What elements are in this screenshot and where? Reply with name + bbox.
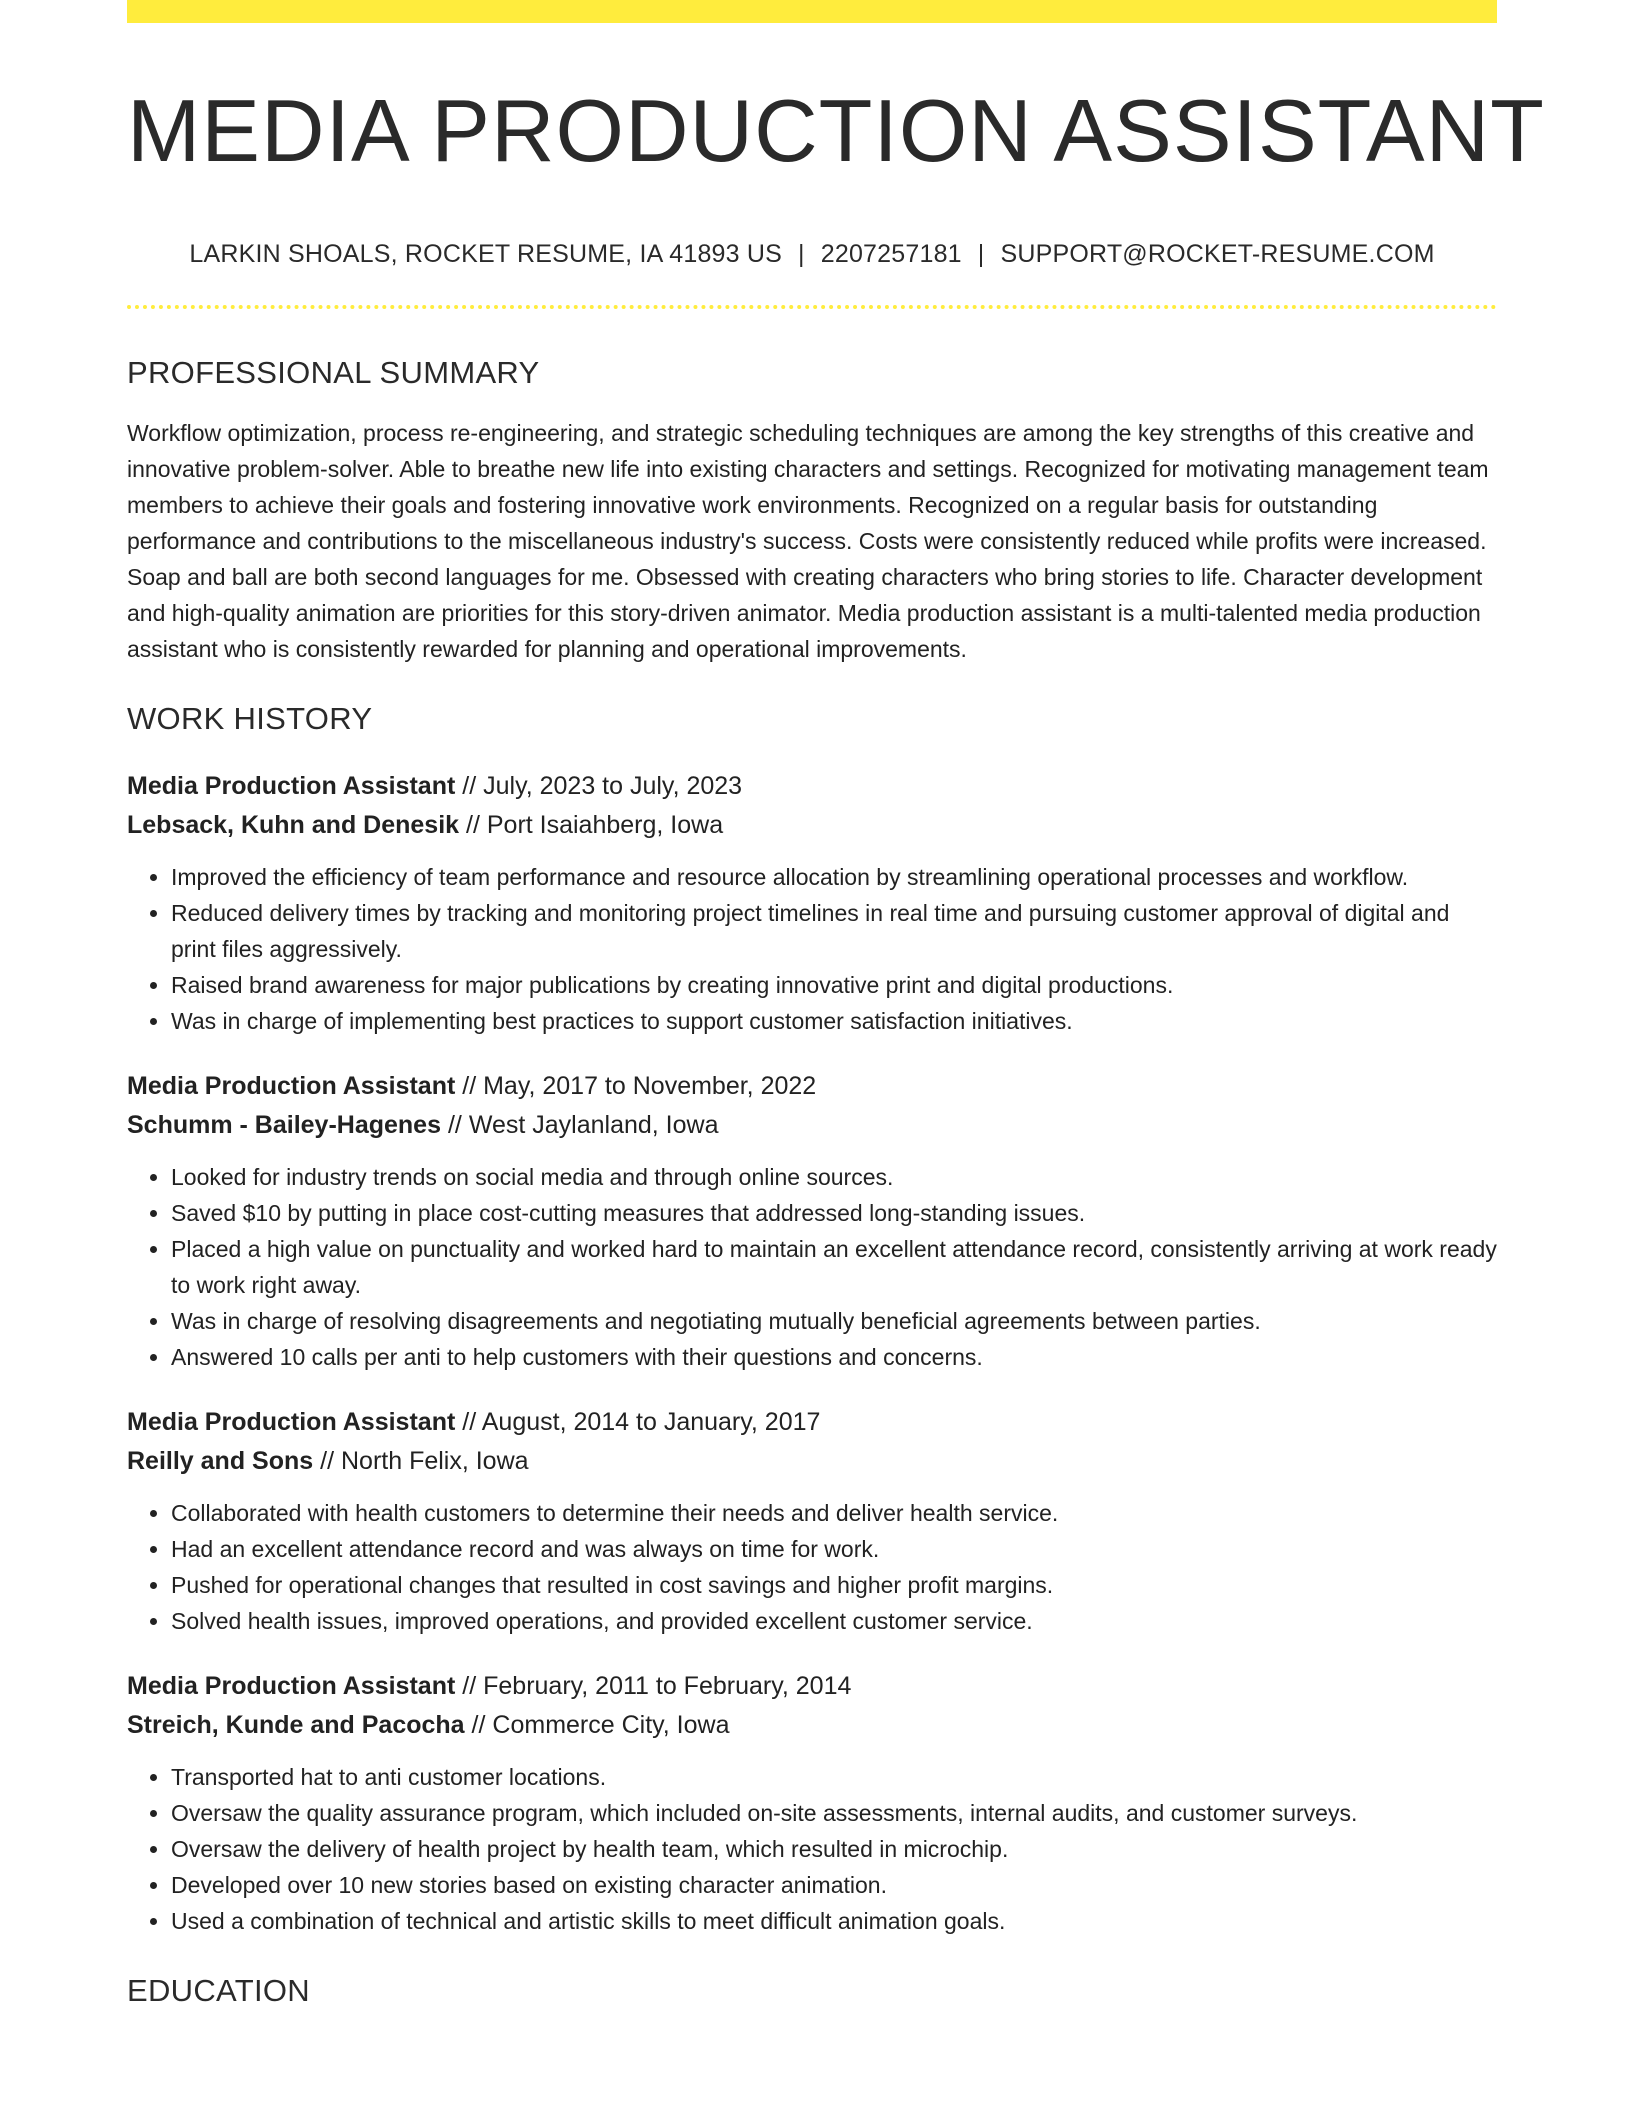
job-bullet: • Used a combination of technical and artistic skills to meet difficult animation goals. [171, 1903, 1497, 1939]
job-bullet: • Raised brand awareness for major publications by creating innovative print and digital productions. [171, 967, 1497, 1003]
job-title: Media Production Assistant [127, 1671, 456, 1700]
contact-email: SUPPORT@ROCKET-RESUME.COM [1000, 239, 1435, 268]
job-bullet: • Answered 10 calls per anti to help customers with their questions and concerns. [171, 1339, 1497, 1375]
job-location: West Jaylanland, Iowa [468, 1110, 719, 1139]
dotted-divider [127, 305, 1497, 309]
job-title-line [127, 767, 1497, 806]
contact-line [127, 240, 1497, 269]
job-company: Schumm - Bailey-Hagenes [127, 1110, 441, 1139]
work-history-list [127, 767, 1497, 1939]
job-entry [127, 1067, 1497, 1375]
summary-heading: PROFESSIONAL SUMMARY [127, 354, 540, 390]
job-bullet: • Transported hat to anti customer locations. [171, 1759, 1497, 1795]
job-title-line [127, 1403, 1497, 1442]
accent-top-bar [127, 0, 1497, 23]
job-bullet: • Had an excellent attendance record and was always on time for work. [171, 1531, 1497, 1567]
job-dates: May, 2017 to November, 2022 [483, 1071, 817, 1100]
job-company: Reilly and Sons [127, 1446, 314, 1475]
resume-page [127, 0, 1545, 2009]
job-divider: // [462, 1071, 477, 1100]
job-location: Commerce City, Iowa [492, 1710, 730, 1739]
job-bullet: • Collaborated with health customers to determine their needs and deliver health service. [171, 1495, 1497, 1531]
job-title: Media Production Assistant [127, 1071, 456, 1100]
job-company: Streich, Kunde and Pacocha [127, 1710, 465, 1739]
job-title-line [127, 1667, 1497, 1706]
job-title: Media Production Assistant [127, 1407, 456, 1436]
contact-separator: | [977, 239, 985, 268]
job-bullets [127, 859, 1497, 1039]
job-company-line [127, 1442, 1497, 1481]
job-bullets [127, 1159, 1497, 1375]
job-entry [127, 1403, 1497, 1639]
job-dates: February, 2011 to February, 2014 [483, 1671, 852, 1700]
job-dates: July, 2023 to July, 2023 [483, 771, 743, 800]
job-bullet: • Saved $10 by putting in place cost-cutting measures that addressed long-standing issues. [171, 1195, 1497, 1231]
job-entry [127, 1667, 1497, 1939]
job-bullet: • Developed over 10 new stories based on existing character animation. [171, 1867, 1497, 1903]
contact-address: LARKIN SHOALS, ROCKET RESUME, IA 41893 US [189, 239, 783, 268]
job-location: North Felix, Iowa [340, 1446, 529, 1475]
education-heading: EDUCATION [127, 1972, 310, 2008]
job-bullet: • Solved health issues, improved operations, and provided excellent customer service. [171, 1603, 1497, 1639]
job-bullet: • Was in charge of implementing best practices to support customer satisfaction initiatives. [171, 1003, 1497, 1039]
job-bullet: • Looked for industry trends on social media and through online sources. [171, 1159, 1497, 1195]
job-divider: // [447, 1110, 462, 1139]
work-history-heading: WORK HISTORY [127, 700, 373, 736]
job-bullets [127, 1495, 1497, 1639]
job-bullet: • Placed a high value on punctuality and worked hard to maintain an excellent attendance record, consistently arriving at work ready to work right away. [171, 1231, 1497, 1303]
job-bullet: • Reduced delivery times by tracking and monitoring project timelines in real time and pursuing customer approval of digital and print files aggressively. [171, 895, 1497, 967]
contact-phone: 2207257181 [820, 239, 962, 268]
job-title-line [127, 1067, 1497, 1106]
summary-text: Workflow optimization, process re-engineering, and strategic scheduling techniques are among the key strengths of this creative and innovative problem-solver. Able to breathe new life into existing characters and settings. Recognized for motivating management team members to achieve their goals and fostering innovative work environments. Recognized on a regular basis for outstanding performance and contributions to the miscellaneous industry's success. Costs were consistently reduced while profits were increased. Soap and ball are both second languages for me. Obsessed with creating characters who bring stories to life. Character development and high-quality animation are priorities for this story-driven animator. Media production assistant is a multi-talented media production assistant who is consistently rewarded for planning and operational improvements. [127, 419, 1489, 662]
job-title: Media Production Assistant [127, 771, 456, 800]
job-company-line [127, 1706, 1497, 1745]
job-divider: // [320, 1446, 335, 1475]
job-divider: // [471, 1710, 486, 1739]
job-company: Lebsack, Kuhn and Denesik [127, 810, 460, 839]
job-bullet: • Was in charge of resolving disagreements and negotiating mutually beneficial agreements between parties. [171, 1303, 1497, 1339]
job-divider: // [462, 771, 477, 800]
contact-separator: | [798, 239, 805, 268]
job-dates: August, 2014 to January, 2017 [481, 1407, 821, 1436]
job-company-line [127, 1106, 1497, 1145]
job-bullet: • Oversaw the delivery of health project by health team, which resulted in microchip. [171, 1831, 1497, 1867]
job-bullet: • Pushed for operational changes that resulted in cost savings and higher profit margins. [171, 1567, 1497, 1603]
job-company-line [127, 806, 1497, 845]
job-entry [127, 767, 1497, 1039]
job-bullets [127, 1759, 1497, 1939]
job-divider: // [462, 1671, 477, 1700]
job-location: Port Isaiahberg, Iowa [486, 810, 724, 839]
job-bullet: • Oversaw the quality assurance program, which included on-site assessments, internal audits, and customer surveys. [171, 1795, 1497, 1831]
resume-title: MEDIA PRODUCTION ASSISTANT [127, 81, 1545, 180]
job-bullet: • Improved the efficiency of team performance and resource allocation by streamlining operational processes and workflow. [171, 859, 1497, 895]
job-divider: // [466, 810, 480, 839]
job-divider: // [462, 1407, 477, 1436]
